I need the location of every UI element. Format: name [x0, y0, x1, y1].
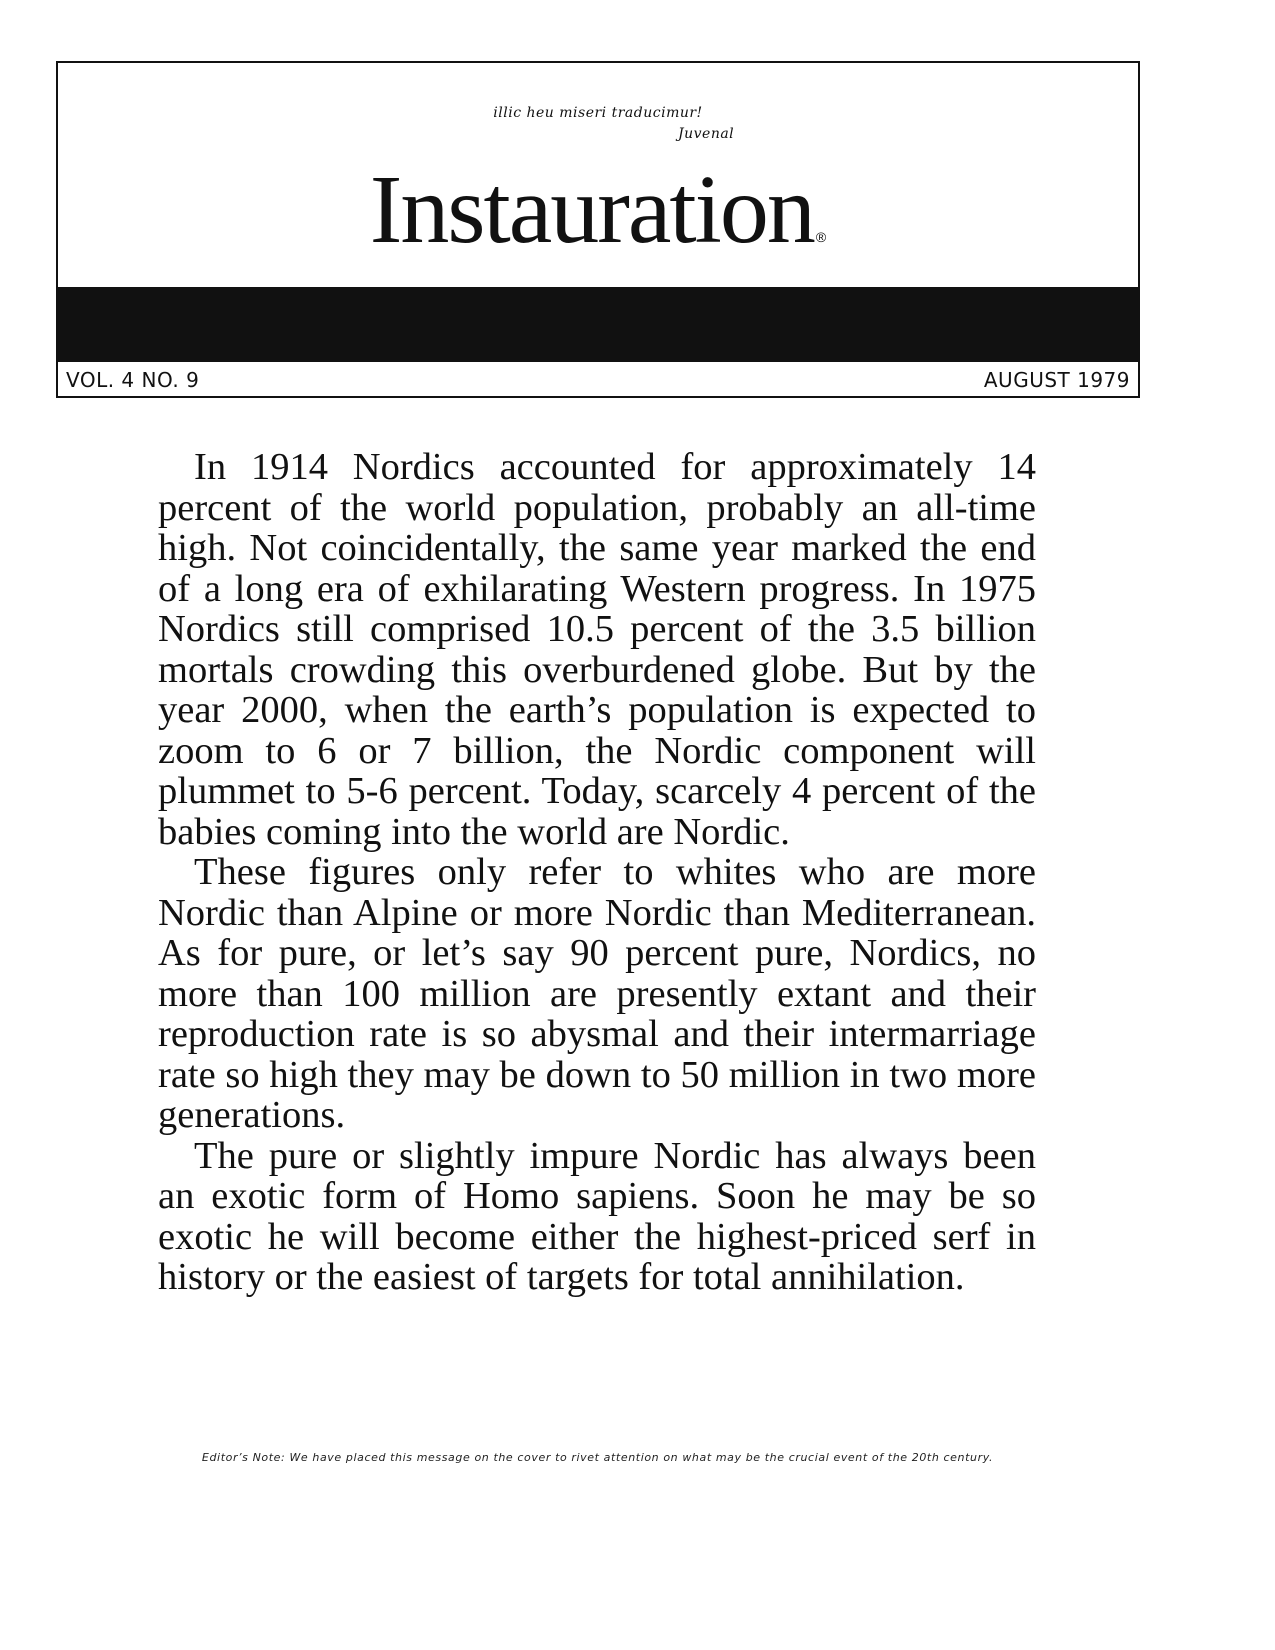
- masthead-title-row: [58, 155, 1138, 292]
- article-paragraph-3: The pure or slightly impure Nordic has always been an exotic form of Homo sapiens. Soon he may be so exotic he will become either the highest-priced serf in history or the easiest of targets for total annihilation.: [158, 1134, 1036, 1298]
- masthead-motto: illic heu miseri traducimur!: [493, 105, 703, 121]
- publication-title: Instauration: [369, 156, 814, 264]
- article-body: [158, 447, 1036, 1298]
- article-paragraph-1: In 1914 Nordics accounted for approximately 14 percent of the world population, probably an all-time high. Not coincidentally, the same year marked the end of a long era of exhilarating Western progress. In 1975 Nordics still comprised 10.5 percent of the 3.5 billion mortals crowding this overburdened globe. But by the year 2000, when the earth’s population is expected to zoom to 6 or 7 billion, the Nordic component will plummet to 5-6 percent. Today, scarcely 4 percent of the babies coming into the world are Nordic.: [158, 446, 1036, 853]
- volume-number: VOL. 4 NO. 9: [66, 368, 200, 392]
- registered-mark: ®: [815, 229, 827, 245]
- article-paragraph-2: These figures only refer to whites who are more Nordic than Alpine or more Nordic than Mediterranean. As for pure, or let’s say 90 percent pure, Nordics, no more than 100 million are presently extant and their reproduction rate is so abysmal and their intermarriage rate so high they may be down to 50 million in two more generations.: [158, 851, 1036, 1136]
- editors-note: Editor’s Note: We have placed this message on the cover to rivet attention on what may be the crucial event of the 20th century.: [201, 1451, 994, 1464]
- issue-info-row: [58, 364, 1138, 396]
- masthead: [56, 61, 1140, 398]
- masthead-motto-author: Juvenal: [678, 126, 735, 142]
- issue-date: AUGUST 1979: [983, 368, 1130, 392]
- masthead-black-bar: [58, 287, 1138, 362]
